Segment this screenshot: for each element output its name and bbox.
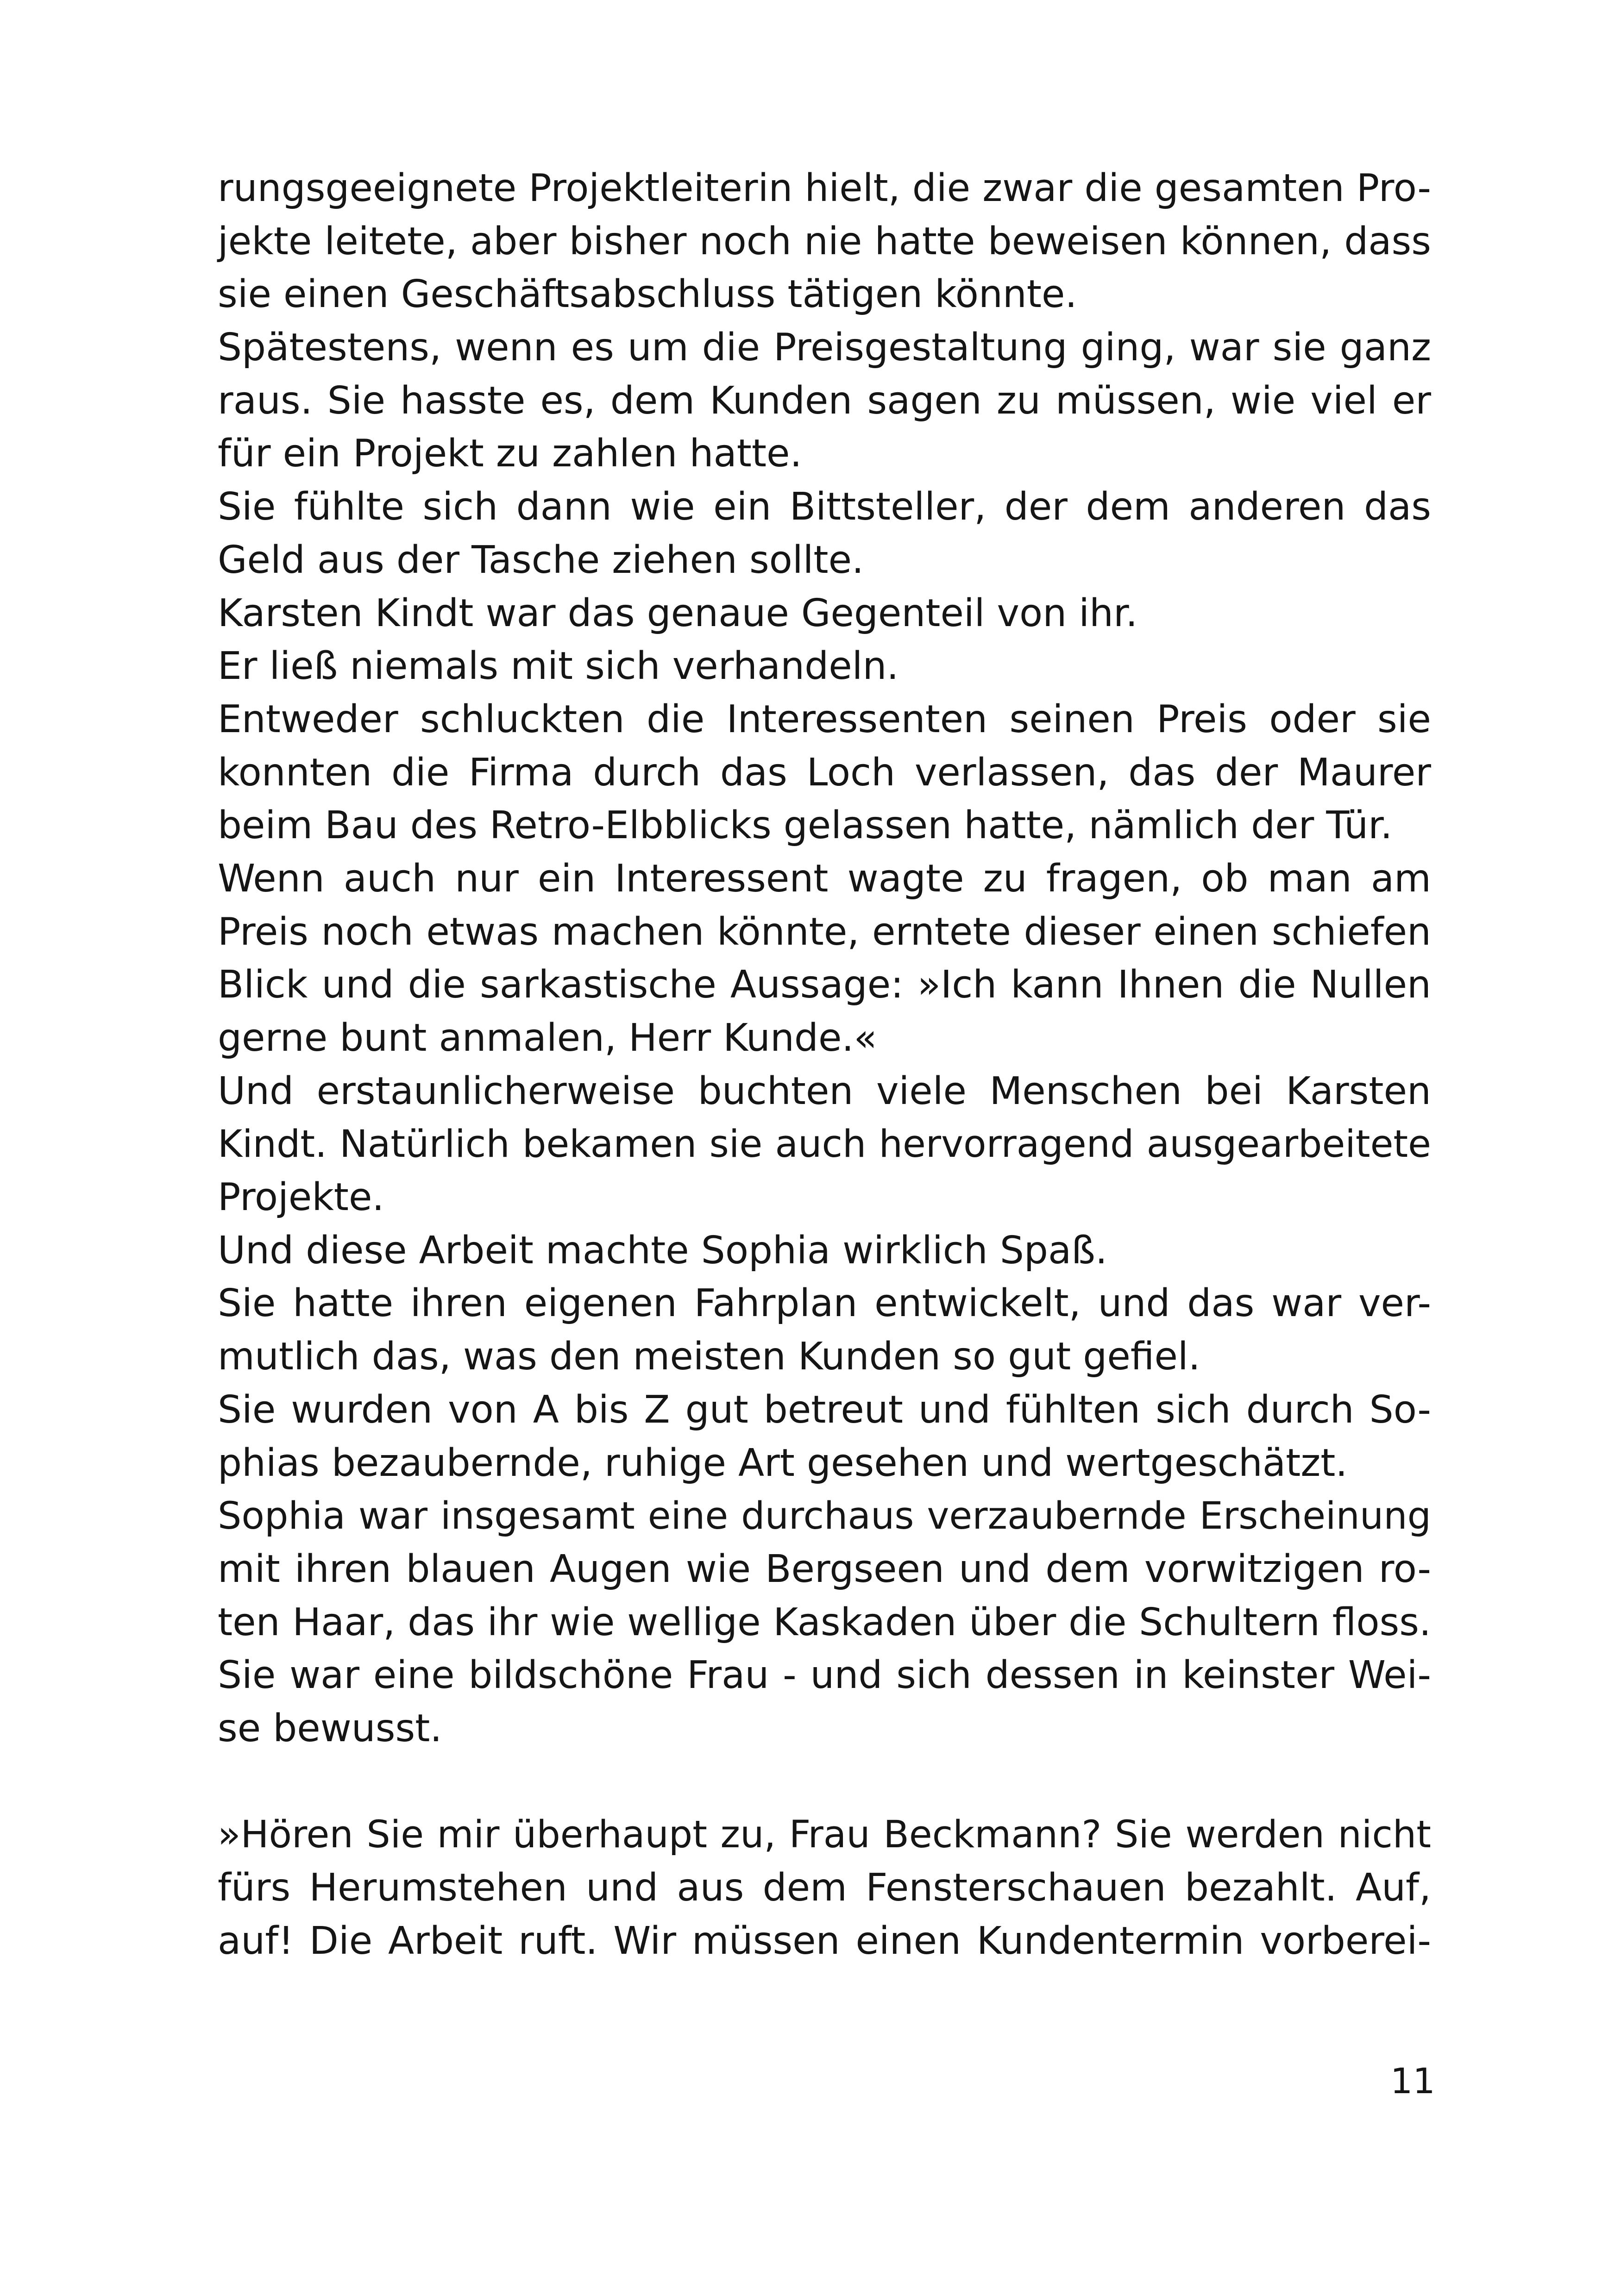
text-line: konnten die Firma durch das Loch verlassen, das der Maurer [218,750,1431,795]
text-line: Und diese Arbeit machte Sophia wirklich Spaß. [218,1228,1107,1273]
text-line: rungsgeeignete Projektleiterin hielt, die zwar die gesamten Pro- [218,166,1431,210]
body-text [218,162,1431,1968]
text-line: Sie fühlte sich dann wie ein Bittsteller, der dem anderen das [218,485,1431,529]
text-line: Sie hatte ihren eigenen Fahrplan entwickelt, und das war ver- [218,1281,1431,1326]
text-line: gerne bunt anmalen, Herr Kunde.« [218,1016,877,1060]
text-line: phias bezaubernde, ruhige Art gesehen und wertgeschätzt. [218,1441,1348,1485]
text-line: Und erstaunlicherweise buchten viele Menschen bei Karsten [218,1069,1431,1113]
text-line: Karsten Kindt war das genaue Gegenteil von ihr. [218,591,1138,635]
text-line: sie einen Geschäftsabschluss tätigen könnte. [218,272,1077,317]
paragraph-break [218,1756,1431,1809]
text-line: Preis noch etwas machen könnte, erntete dieser einen schiefen [218,910,1431,954]
page-number: 11 [1390,2060,1435,2102]
text-line: Projekte. [218,1175,384,1220]
text-line: auf! Die Arbeit ruft. Wir müssen einen Kundentermin vorberei- [218,1919,1431,1963]
text-line: Spätestens, wenn es um die Preisgestaltung ging, war sie ganz [218,326,1431,370]
text-line: ten Haar, das ihr wie wellige Kaskaden über die Schultern floss. [218,1600,1431,1644]
text-line: Sie war eine bildschöne Frau - und sich dessen in keinster Wei- [218,1653,1431,1698]
text-line: Blick und die sarkastische Aussage: »Ich kann Ihnen die Nullen [218,963,1431,1007]
text-line: raus. Sie hasste es, dem Kunden sagen zu müssen, wie viel er [218,378,1431,423]
text-line: mutlich das, was den meisten Kunden so gut gefiel. [218,1335,1200,1379]
text-line: Er ließ niemals mit sich verhandeln. [218,644,899,689]
text-line: Entweder schluckten die Interessenten seinen Preis oder sie [218,697,1431,741]
text-line: fürs Herumstehen und aus dem Fensterschauen bezahlt. Auf, [218,1866,1431,1910]
text-line: jekte leitete, aber bisher noch nie hatte beweisen können, dass [218,219,1431,263]
text-line: Sophia war insgesamt eine durchaus verzaubernde Erscheinung [218,1494,1431,1538]
text-line: Sie wurden von A bis Z gut betreut und fühlten sich durch So- [218,1387,1431,1432]
text-line: Wenn auch nur ein Interessent wagte zu fragen, ob man am [218,856,1431,901]
text-line: Geld aus der Tasche ziehen sollte. [218,538,864,582]
text-line: beim Bau des Retro-Elbblicks gelassen hatte, nämlich der Tür. [218,803,1393,848]
text-line: »Hören Sie mir überhaupt zu, Frau Beckmann? Sie werden nicht [218,1813,1431,1857]
text-line: Kindt. Natürlich bekamen sie auch hervorragend ausgearbeitete [218,1123,1431,1167]
text-line: mit ihren blauen Augen wie Bergseen und dem vorwitzigen ro- [218,1547,1431,1591]
text-line: für ein Projekt zu zahlen hatte. [218,432,802,476]
text-line: se bewusst. [218,1706,442,1750]
